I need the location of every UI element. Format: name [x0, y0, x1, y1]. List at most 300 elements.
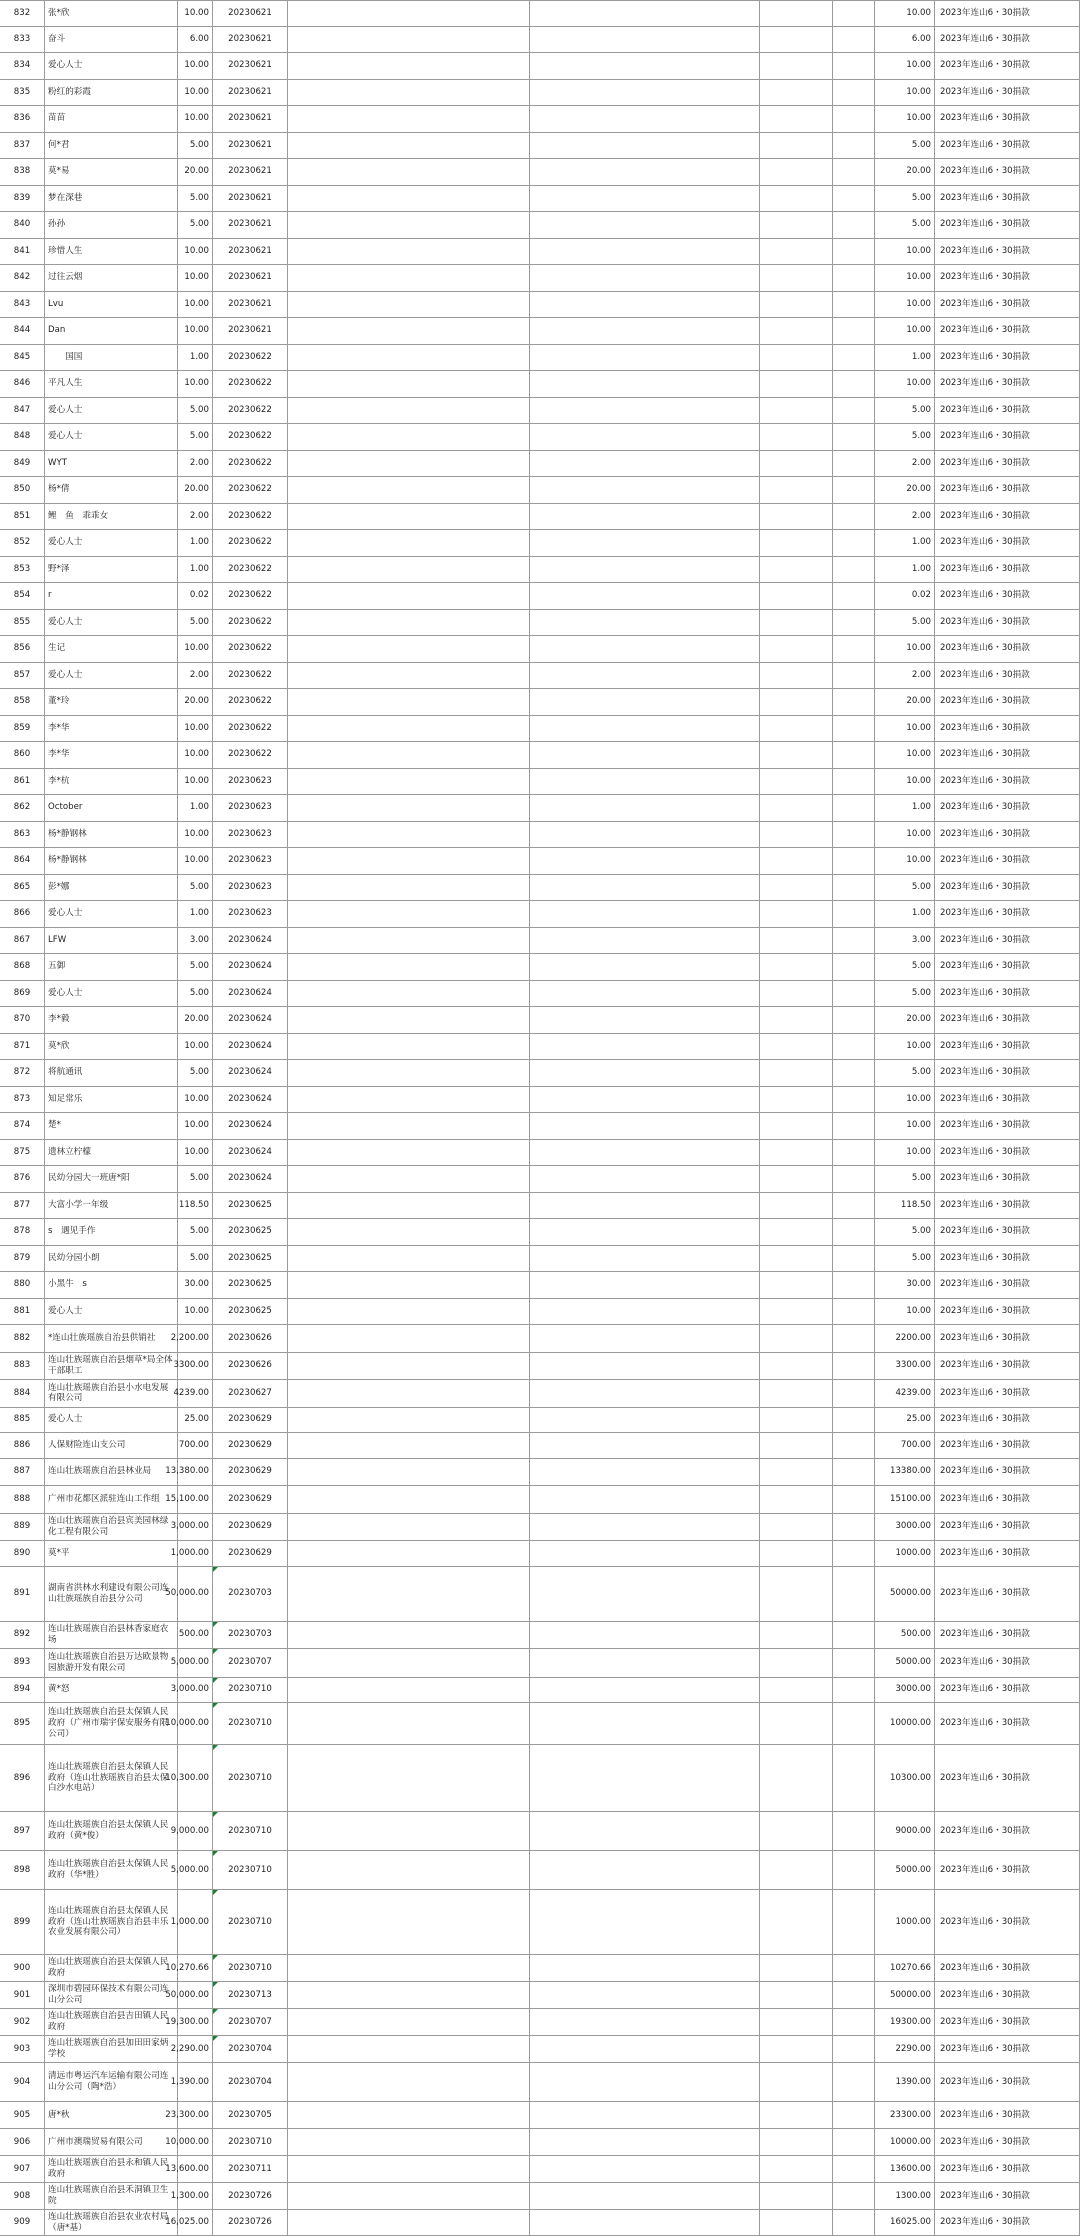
- donation-amount: [165, 1982, 212, 2008]
- donation-date: [212, 212, 287, 238]
- donor-name-text: 将航通讯: [48, 1067, 83, 1078]
- row-number-text: 852: [13, 537, 31, 548]
- table-row: [0, 1433, 1080, 1459]
- donation-amount-text: 20.00: [184, 166, 209, 177]
- table-row: [0, 1034, 1080, 1061]
- donation-amount-text: 10.00: [184, 60, 209, 71]
- donation-date: [212, 106, 287, 132]
- table-row: [0, 371, 1080, 398]
- row-number: [0, 345, 44, 371]
- received-amount: [874, 610, 934, 636]
- blank-column-4: [832, 1649, 874, 1677]
- row-number: [0, 2036, 44, 2062]
- donation-amount: [170, 2036, 212, 2062]
- blank-column-4: [832, 1353, 874, 1380]
- donation-amount-text: 2,200.00: [170, 1332, 209, 1343]
- purpose-note-text: 2023年连山6・30捐款: [940, 1864, 1030, 1875]
- donation-amount-text: 1.00: [189, 908, 209, 919]
- purpose-note: [934, 610, 1080, 636]
- donation-amount-text: 5,000.00: [170, 1864, 209, 1875]
- blank-column-3: [759, 1353, 832, 1380]
- table-row: [0, 1140, 1080, 1167]
- blank-column-2: [529, 1622, 759, 1649]
- blank-column-1: [287, 1034, 529, 1060]
- purpose-note-text: 2023年连山6・30捐款: [940, 643, 1030, 654]
- blank-column-1: [287, 2129, 529, 2155]
- row-number-text: 862: [13, 802, 31, 813]
- table-row: [0, 1851, 1080, 1890]
- row-number: [0, 371, 44, 397]
- blank-column-4: [832, 1060, 874, 1086]
- purpose-note: [934, 1433, 1080, 1458]
- purpose-note: [934, 2063, 1080, 2101]
- donor-name-text: 莫*平: [48, 1547, 70, 1558]
- table-row: [0, 1299, 1080, 1326]
- received-amount: [874, 2102, 934, 2128]
- received-amount: [874, 1166, 934, 1192]
- donation-date-text: 20230622: [228, 643, 272, 654]
- donation-date-text: 20230622: [228, 378, 272, 389]
- received-amount-text: 13380.00: [889, 1466, 931, 1477]
- received-amount-text: 10.00: [906, 378, 931, 389]
- table-row: [0, 769, 1080, 796]
- donation-date-text: 20230626: [228, 1360, 272, 1371]
- blank-column-4: [832, 1380, 874, 1407]
- blank-column-2: [529, 27, 759, 53]
- donation-amount: [170, 1678, 212, 1703]
- received-amount-text: 10.00: [906, 298, 931, 309]
- donation-date: [212, 1113, 287, 1139]
- donation-date-text: 20230624: [228, 1173, 272, 1184]
- donation-date: [212, 1325, 287, 1352]
- table-row: [0, 2102, 1080, 2129]
- donor-name-text: 连山壮族瑶族自治县宾美园林绿化工程有限公司: [48, 1516, 169, 1537]
- blank-column-1: [287, 2210, 529, 2235]
- row-number: [0, 1034, 44, 1060]
- donor-name-text: 莫*欣: [48, 1040, 70, 1051]
- blank-column-3: [759, 2102, 832, 2128]
- blank-column-4: [832, 663, 874, 689]
- purpose-note-text: 2023年连山6・30捐款: [940, 934, 1030, 945]
- blank-column-1: [287, 663, 529, 689]
- donation-amount: [177, 848, 212, 874]
- donation-amount: [173, 1380, 212, 1407]
- blank-column-3: [759, 106, 832, 132]
- donation-amount-text: 2.00: [189, 457, 209, 468]
- blank-column-4: [832, 981, 874, 1007]
- row-number: [0, 1703, 44, 1744]
- purpose-note-text: 2023年连山6・30捐款: [940, 802, 1030, 813]
- blank-column-3: [759, 477, 832, 503]
- donation-date: [212, 1745, 287, 1811]
- blank-column-3: [759, 1622, 832, 1649]
- row-number: [0, 2129, 44, 2155]
- blank-column-1: [287, 27, 529, 53]
- donation-date: [212, 292, 287, 318]
- donor-name: [44, 1982, 177, 2008]
- blank-column-3: [759, 689, 832, 715]
- donation-date-text: 20230621: [228, 166, 272, 177]
- donor-name: [44, 1113, 177, 1139]
- purpose-note-text: 2023年连山6・30捐款: [940, 1332, 1030, 1343]
- purpose-note: [934, 2129, 1080, 2155]
- donation-amount: [177, 1034, 212, 1060]
- donation-amount: [177, 1272, 212, 1298]
- donor-name-text: 连山壮族瑶族自治县林业局: [48, 1466, 152, 1477]
- donation-amount-text: 500.00: [178, 1629, 209, 1640]
- donation-date-text: 20230629: [228, 1493, 272, 1504]
- table-row: [0, 875, 1080, 902]
- row-number-text: 907: [13, 2163, 31, 2174]
- blank-column-4: [832, 530, 874, 556]
- table-row: [0, 1325, 1080, 1353]
- received-amount-text: 2.00: [911, 457, 931, 468]
- received-amount-text: 20.00: [906, 1014, 931, 1025]
- purpose-note: [934, 371, 1080, 397]
- blank-column-4: [832, 1433, 874, 1458]
- received-amount-text: 10.00: [906, 272, 931, 283]
- received-amount: [874, 133, 934, 159]
- received-amount-text: 10.00: [906, 1093, 931, 1104]
- donor-name: [44, 2129, 177, 2155]
- donor-name-text: 爱心人士: [48, 537, 83, 548]
- row-number-text: 864: [13, 855, 31, 866]
- donation-amount: [177, 239, 212, 265]
- donor-name: [44, 477, 177, 503]
- blank-column-3: [759, 1166, 832, 1192]
- purpose-note: [934, 2183, 1080, 2209]
- donation-date: [212, 1408, 287, 1433]
- blank-column-1: [287, 583, 529, 609]
- table-row: [0, 1541, 1080, 1567]
- blank-column-2: [529, 689, 759, 715]
- donor-name: [44, 1140, 177, 1166]
- donation-amount: [177, 159, 212, 185]
- donation-date-text: 20230624: [228, 961, 272, 972]
- received-amount: [874, 1246, 934, 1272]
- donor-name: [44, 928, 177, 954]
- blank-column-3: [759, 159, 832, 185]
- blank-column-3: [759, 133, 832, 159]
- donation-date: [212, 1812, 287, 1850]
- row-number: [0, 1007, 44, 1033]
- donor-name-text: 爱心人士: [48, 669, 83, 680]
- row-number-text: 861: [13, 775, 31, 786]
- donation-date-text: 20230624: [228, 1067, 272, 1078]
- received-amount: [874, 1955, 934, 1981]
- donation-date-text: 20230622: [228, 669, 272, 680]
- donation-date-text: 20230710: [228, 1962, 272, 1973]
- table-row: [0, 530, 1080, 557]
- donation-date: [212, 424, 287, 450]
- received-amount-text: 10.00: [906, 1146, 931, 1157]
- row-number: [0, 928, 44, 954]
- purpose-note: [934, 212, 1080, 238]
- donation-amount: [177, 610, 212, 636]
- donation-amount-text: 5.00: [189, 139, 209, 150]
- blank-column-3: [759, 1246, 832, 1272]
- received-amount-text: 10000.00: [889, 2136, 931, 2147]
- row-number: [0, 1745, 44, 1811]
- purpose-note-text: 2023年连山6・30捐款: [940, 1439, 1030, 1450]
- purpose-note-text: 2023年连山6・30捐款: [940, 775, 1030, 786]
- donor-name-text: WYT: [48, 457, 67, 468]
- purpose-note: [934, 1812, 1080, 1850]
- donation-amount: [165, 2129, 212, 2155]
- row-number: [0, 769, 44, 795]
- blank-column-3: [759, 1433, 832, 1458]
- row-number: [0, 1678, 44, 1703]
- row-number-text: 894: [13, 1684, 31, 1695]
- table-row: [0, 1567, 1080, 1622]
- blank-column-4: [832, 186, 874, 212]
- blank-column-1: [287, 636, 529, 662]
- row-number: [0, 954, 44, 980]
- donor-name-text: 民幼分园大一班唐*阳: [48, 1173, 130, 1184]
- donor-name-text: Dan: [48, 325, 66, 336]
- purpose-note-text: 2023年连山6・30捐款: [940, 1199, 1030, 1210]
- blank-column-1: [287, 716, 529, 742]
- donation-amount-text: 10.00: [184, 855, 209, 866]
- purpose-note: [934, 769, 1080, 795]
- donor-name-text: 连山壮族瑶族自治县太保镇人民政府（连山壮族瑶族自治县丰乐农业发展有限公司）: [48, 1905, 169, 1938]
- blank-column-1: [287, 53, 529, 79]
- purpose-note-text: 2023年连山6・30捐款: [940, 1279, 1030, 1290]
- blank-column-4: [832, 636, 874, 662]
- donation-date: [212, 80, 287, 106]
- donation-date-text: 20230726: [228, 2217, 272, 2228]
- row-number-text: 871: [13, 1040, 31, 1051]
- received-amount: [874, 1459, 934, 1486]
- received-amount-text: 6.00: [911, 33, 931, 44]
- received-amount: [874, 954, 934, 980]
- received-amount-text: 0.02: [911, 590, 931, 601]
- blank-column-2: [529, 2036, 759, 2062]
- row-number-text: 869: [13, 987, 31, 998]
- blank-column-4: [832, 318, 874, 344]
- blank-column-4: [832, 1486, 874, 1513]
- purpose-note: [934, 239, 1080, 265]
- table-row: [0, 822, 1080, 849]
- blank-column-1: [287, 1219, 529, 1245]
- blank-column-2: [529, 2063, 759, 2101]
- donation-date-text: 20230624: [228, 1014, 272, 1025]
- donation-date: [212, 53, 287, 79]
- blank-column-2: [529, 1219, 759, 1245]
- purpose-note-text: 2023年连山6・30捐款: [940, 1772, 1030, 1783]
- blank-column-3: [759, 1486, 832, 1513]
- row-number: [0, 1299, 44, 1325]
- blank-column-3: [759, 1380, 832, 1407]
- donation-amount-text: 5.00: [189, 1252, 209, 1263]
- donor-name-text: 连山壮族瑶族自治县禾洞镇卫生院: [48, 2185, 169, 2206]
- donation-amount-text: 700.00: [178, 1439, 209, 1450]
- donor-name-text: 爱心人士: [48, 431, 83, 442]
- table-row: [0, 424, 1080, 451]
- donation-amount-text: 1.00: [189, 563, 209, 574]
- received-amount-text: 5.00: [911, 987, 931, 998]
- blank-column-2: [529, 663, 759, 689]
- blank-column-4: [832, 848, 874, 874]
- table-row: [0, 2183, 1080, 2210]
- donor-name-text: 连山壮族瑶族自治县太保镇人民政府（黄*俊）: [48, 1820, 169, 1841]
- row-number: [0, 1272, 44, 1298]
- donor-name-text: 连山壮族瑶族自治县太保镇人民政府（华*胜）: [48, 1859, 169, 1880]
- donation-amount: [177, 1060, 212, 1086]
- purpose-note: [934, 1955, 1080, 1981]
- blank-column-3: [759, 2129, 832, 2155]
- donation-date-text: 20230705: [228, 2109, 272, 2120]
- purpose-note-text: 2023年连山6・30捐款: [940, 378, 1030, 389]
- donation-amount: [177, 1166, 212, 1192]
- donation-date-text: 20230623: [228, 881, 272, 892]
- blank-column-4: [832, 1459, 874, 1486]
- blank-column-3: [759, 875, 832, 901]
- blank-column-2: [529, 2102, 759, 2128]
- blank-column-2: [529, 1380, 759, 1407]
- received-amount-text: 10.00: [906, 749, 931, 760]
- row-number-text: 841: [13, 245, 31, 256]
- donation-date: [212, 1851, 287, 1889]
- donation-date: [212, 1890, 287, 1954]
- row-number: [0, 1166, 44, 1192]
- blank-column-4: [832, 2210, 874, 2235]
- purpose-note-text: 2023年连山6・30捐款: [940, 510, 1030, 521]
- blank-column-3: [759, 2183, 832, 2209]
- donation-date: [212, 371, 287, 397]
- row-number-text: 890: [13, 1547, 31, 1558]
- blank-column-2: [529, 1459, 759, 1486]
- received-amount: [874, 2036, 934, 2062]
- received-amount: [874, 2063, 934, 2101]
- table-row: [0, 1380, 1080, 1408]
- purpose-note-text: 2023年连山6・30捐款: [940, 2163, 1030, 2174]
- donor-name-text: 董*玲: [48, 696, 70, 707]
- donor-name-text: 何*君: [48, 139, 70, 150]
- purpose-note: [934, 1703, 1080, 1744]
- blank-column-3: [759, 663, 832, 689]
- blank-column-1: [287, 133, 529, 159]
- donation-date-text: 20230622: [228, 616, 272, 627]
- purpose-note: [934, 1166, 1080, 1192]
- donation-amount-text: 5.00: [189, 881, 209, 892]
- blank-column-2: [529, 1703, 759, 1744]
- donor-name-text: 珍惜人生: [48, 245, 83, 256]
- row-number: [0, 636, 44, 662]
- donation-amount-text: 1.00: [189, 802, 209, 813]
- donor-name-text: 广州市花都区派驻连山工作组: [48, 1493, 160, 1504]
- purpose-note: [934, 1649, 1080, 1677]
- purpose-note-text: 2023年连山6・30捐款: [940, 1684, 1030, 1695]
- blank-column-2: [529, 1140, 759, 1166]
- table-row: [0, 1745, 1080, 1812]
- received-amount: [874, 1678, 934, 1703]
- table-row: [0, 265, 1080, 292]
- blank-column-2: [529, 133, 759, 159]
- row-number-text: 888: [13, 1493, 31, 1504]
- blank-column-3: [759, 239, 832, 265]
- purpose-note: [934, 2102, 1080, 2128]
- purpose-note: [934, 954, 1080, 980]
- blank-column-2: [529, 424, 759, 450]
- purpose-note-text: 2023年连山6・30捐款: [940, 86, 1030, 97]
- received-amount-text: 30.00: [906, 1279, 931, 1290]
- donation-date-text: 20230625: [228, 1305, 272, 1316]
- purpose-note-text: 2023年连山6・30捐款: [940, 1466, 1030, 1477]
- received-amount-text: 10.00: [906, 60, 931, 71]
- received-amount-text: 23300.00: [889, 2109, 931, 2120]
- received-amount-text: 10.00: [906, 1040, 931, 1051]
- donor-name: [44, 822, 177, 848]
- blank-column-4: [832, 954, 874, 980]
- donation-amount-text: 10,270.66: [165, 1962, 209, 1973]
- donation-date: [212, 1459, 287, 1486]
- donation-date: [212, 848, 287, 874]
- row-number-text: 854: [13, 590, 31, 601]
- donor-name-text: 唐*秋: [48, 2109, 70, 2120]
- donation-date: [212, 504, 287, 530]
- donation-date: [212, 239, 287, 265]
- received-amount: [874, 477, 934, 503]
- donation-amount-text: 5.00: [189, 431, 209, 442]
- received-amount: [874, 1380, 934, 1407]
- received-amount-text: 5.00: [911, 1226, 931, 1237]
- blank-column-3: [759, 769, 832, 795]
- purpose-note-text: 2023年连山6・30捐款: [940, 2190, 1030, 2201]
- row-number-text: 865: [13, 881, 31, 892]
- purpose-note: [934, 133, 1080, 159]
- donor-name: [44, 1703, 177, 1744]
- blank-column-2: [529, 1433, 759, 1458]
- blank-column-1: [287, 1486, 529, 1513]
- purpose-note-text: 2023年连山6・30捐款: [940, 33, 1030, 44]
- received-amount: [874, 318, 934, 344]
- row-number-text: 877: [13, 1199, 31, 1210]
- row-number: [0, 53, 44, 79]
- donation-amount-text: 10.00: [184, 298, 209, 309]
- table-row: [0, 133, 1080, 160]
- donation-amount-text: 10.00: [184, 7, 209, 18]
- blank-column-4: [832, 1541, 874, 1566]
- table-row: [0, 1060, 1080, 1087]
- donation-amount-text: 25.00: [184, 1414, 209, 1425]
- blank-column-3: [759, 318, 832, 344]
- row-number-text: 895: [13, 1718, 31, 1729]
- donor-name: [44, 398, 177, 424]
- blank-column-3: [759, 1, 832, 26]
- purpose-note-text: 2023年连山6・30捐款: [940, 2043, 1030, 2054]
- donation-amount-text: 10.00: [184, 1120, 209, 1131]
- donation-date-text: 20230623: [228, 828, 272, 839]
- donation-date-text: 20230711: [228, 2163, 272, 2174]
- row-number-text: 905: [13, 2109, 31, 2120]
- blank-column-2: [529, 1299, 759, 1325]
- donation-date: [212, 530, 287, 556]
- donation-date-text: 20230621: [228, 60, 272, 71]
- donation-amount-text: 118.50: [178, 1199, 209, 1210]
- donation-amount: [170, 2183, 212, 2209]
- row-number: [0, 875, 44, 901]
- received-amount-text: 1300.00: [895, 2190, 931, 2201]
- received-amount-text: 1000.00: [895, 1916, 931, 1927]
- donation-amount: [177, 636, 212, 662]
- received-amount: [874, 239, 934, 265]
- donation-date: [212, 742, 287, 768]
- donor-name-text: 爱心人士: [48, 987, 83, 998]
- row-number-text: 881: [13, 1305, 31, 1316]
- blank-column-4: [832, 875, 874, 901]
- table-row: [0, 689, 1080, 716]
